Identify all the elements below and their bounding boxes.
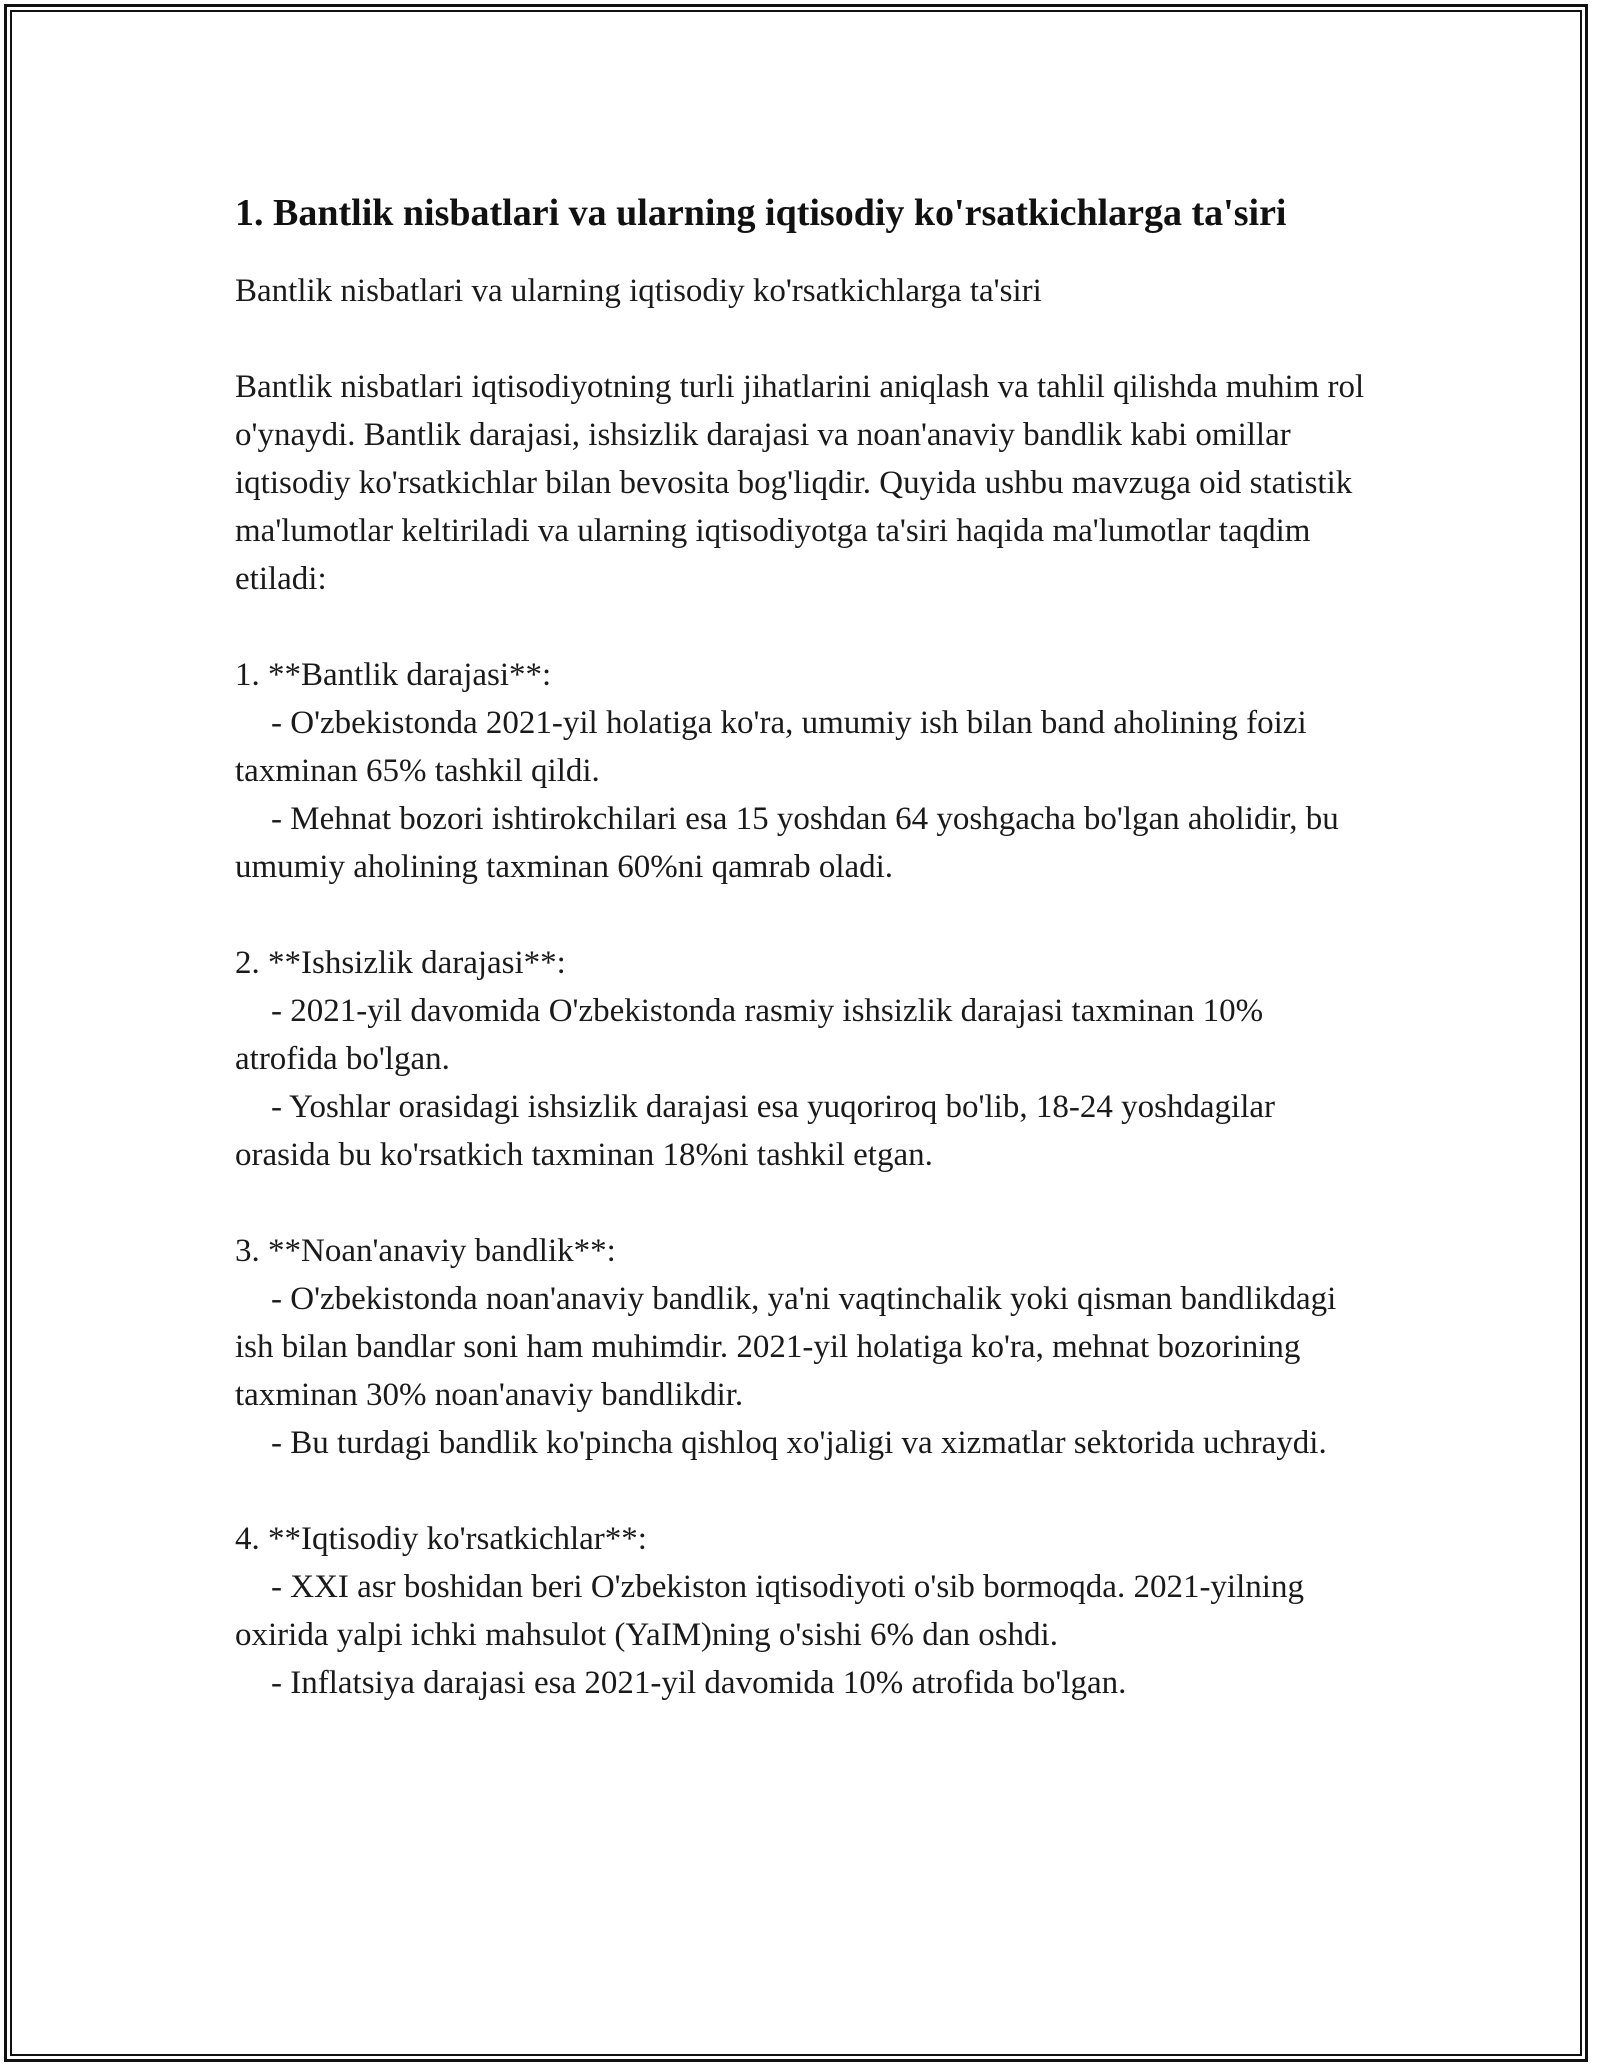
bullet-item: - O'zbekistonda 2021-yil holatiga ko'ra, umumiy ish bilan band aholining foizi taxminan 65% tashkil qildi. bbox=[235, 705, 1307, 789]
document-body bbox=[235, 186, 1365, 1707]
section-heading: 3. **Noan'anaviy bandlik**: bbox=[235, 1233, 616, 1269]
bullet-item: - 2021-yil davomida O'zbekistonda rasmiy ishsizlik darajasi taxminan 10% atrofida bo'lgan. bbox=[235, 993, 1264, 1077]
section-heading: 4. **Iqtisodiy ko'rsatkichlar**: bbox=[235, 1521, 647, 1557]
bullet-item: - Inflatsiya darajasi esa 2021-yil davomida 10% atrofida bo'lgan. bbox=[271, 1665, 1127, 1701]
intro-paragraph: Bantlik nisbatlari iqtisodiyotning turli jihatlarini aniqlash va tahlil qilishda muhim rol o'ynaydi. Bantlik darajasi, ishsizlik darajasi va noan'anaviy bandlik kabi omillar iqtisodiy ko'rsatkichlar bilan bevosita bog'liqdir. Quyida ushbu mavzuga oid statistik ma'lumotlar keltiriladi va ularning iqtisodiyotga ta'siri haqida ma'lumotlar taqdim etiladi: bbox=[235, 369, 1365, 597]
bullet-item: - Yoshlar orasidagi ishsizlik darajasi esa yuqoriroq bo'lib, 18-24 yoshdagilar orasida bu ko'rsatkich taxminan 18%ni tashkil etgan. bbox=[235, 1089, 1276, 1173]
section-noananaviy-bandlik bbox=[235, 1227, 1365, 1467]
bullet-item: - XXI asr boshidan beri O'zbekiston iqtisodiyoti o'sib bormoqda. 2021-yilning oxirida yalpi ichki mahsulot (YaIM)ning o'sishi 6% dan oshdi. bbox=[235, 1569, 1304, 1653]
section-ishsizlik-darajasi bbox=[235, 939, 1365, 1179]
bullet-item: - O'zbekistonda noan'anaviy bandlik, ya'ni vaqtinchalik yoki qisman bandlikdagi ish bilan bandlar soni ham muhimdir. 2021-yil holatiga ko'ra, mehnat bozorining taxminan 30% noan'anaviy bandlikdir. bbox=[235, 1281, 1337, 1413]
section-bandlik-darajasi bbox=[235, 651, 1365, 891]
section-iqtisodiy-korsatkichlar bbox=[235, 1515, 1365, 1707]
bullet-item: - Bu turdagi bandlik ko'pincha qishloq xo'jaligi va xizmatlar sektorida uchraydi. bbox=[271, 1425, 1327, 1461]
document-title: 1. Bantlik nisbatlari va ularning iqtisodiy ko'rsatkichlarga ta'siri bbox=[235, 192, 1287, 234]
section-heading: 2. **Ishsizlik darajasi**: bbox=[235, 945, 566, 981]
document-subtitle: Bantlik nisbatlari va ularning iqtisodiy ko'rsatkichlarga ta'siri bbox=[235, 273, 1042, 309]
bullet-item: - Mehnat bozori ishtirokchilari esa 15 yoshdan 64 yoshgacha bo'lgan aholidir, bu umumiy aholining taxminan 60%ni qamrab oladi. bbox=[235, 801, 1339, 885]
section-heading: 1. **Bantlik darajasi**: bbox=[235, 657, 552, 693]
